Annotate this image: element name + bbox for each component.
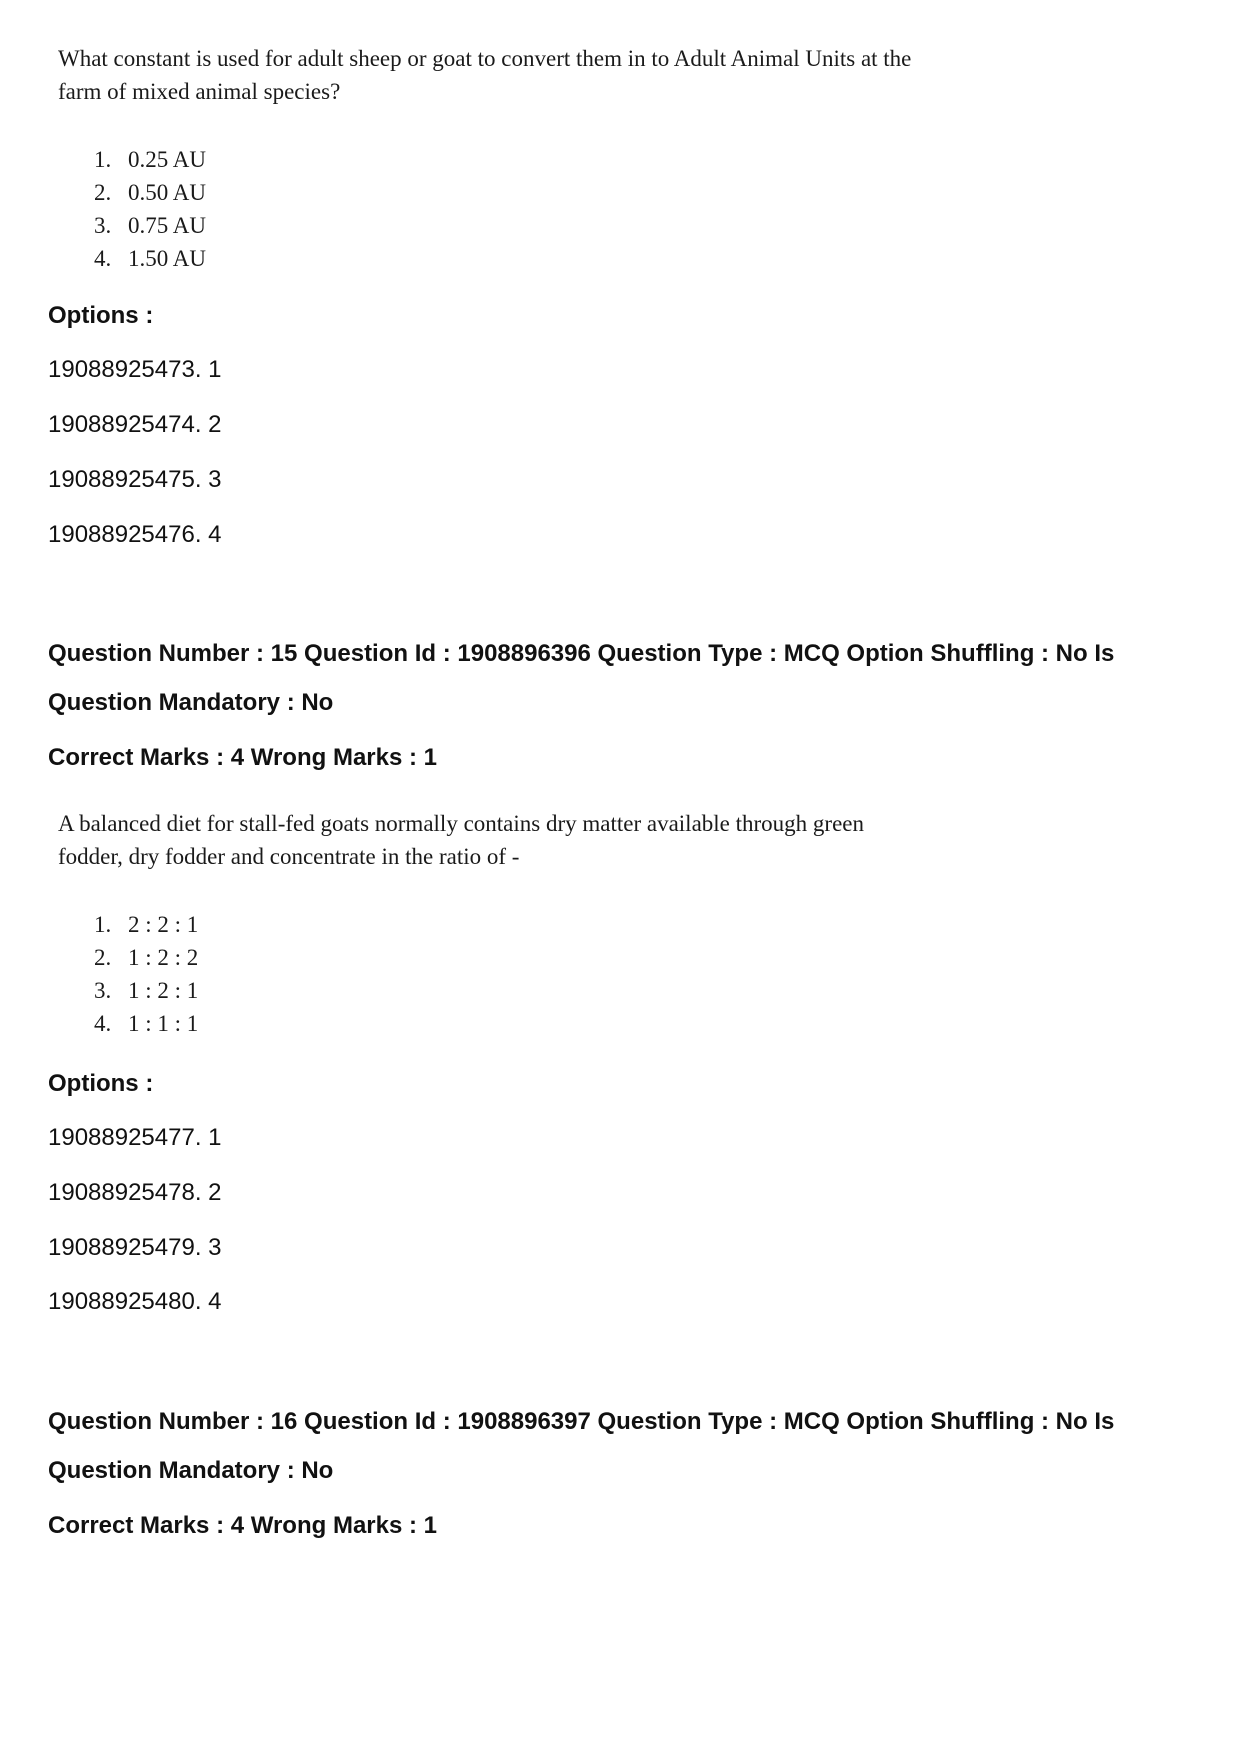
question-15-choices [94, 908, 198, 1040]
question-15-stem-line1: A balanced diet for stall-fed goats normally contains dry matter available through green [58, 811, 864, 836]
option-row: 19088925480. 4 [48, 1288, 222, 1315]
option-row: 19088925473. 1 [48, 356, 222, 383]
question-16-header-line1: Question Number : 16 Question Id : 1908896397 Question Type : MCQ Option Shuffling : No Is [48, 1408, 1115, 1435]
choice-item: 4. 1 : 1 : 1 [94, 1011, 199, 1036]
options-label: Options : [48, 302, 154, 329]
choice-item: 3. 1 : 2 : 1 [94, 978, 199, 1003]
choice-item: 1. 2 : 2 : 1 [94, 912, 199, 937]
option-row: 19088925474. 2 [48, 411, 222, 438]
question-15-image [58, 807, 958, 1036]
question-16-header-line2: Question Mandatory : No [48, 1457, 334, 1484]
question-15-header-line1: Question Number : 15 Question Id : 1908896396 Question Type : MCQ Option Shuffling : No Is [48, 640, 1115, 667]
choice-item: 2. 0.50 AU [94, 180, 206, 205]
question-16-marks: Correct Marks : 4 Wrong Marks : 1 [48, 1512, 438, 1539]
choice-item: 2. 1 : 2 : 2 [94, 945, 199, 970]
option-row: 19088925479. 3 [48, 1234, 222, 1261]
option-row: 19088925475. 3 [48, 466, 222, 493]
question-15-marks: Correct Marks : 4 Wrong Marks : 1 [48, 744, 438, 771]
choice-item: 4. 1.50 AU [94, 246, 206, 271]
choice-item: 3. 0.75 AU [94, 213, 206, 238]
question-14-choices [94, 143, 206, 275]
option-row: 19088925476. 4 [48, 521, 222, 548]
question-14-stem-line2: farm of mixed animal species? [58, 79, 341, 104]
question-15-header-line2: Question Mandatory : No [48, 689, 334, 716]
question-14-image [58, 42, 958, 271]
question-15-stem [58, 807, 958, 873]
options-label: Options : [48, 1070, 154, 1097]
question-14-stem-line1: What constant is used for adult sheep or goat to convert them in to Adult Animal Units at the [58, 46, 912, 71]
question-14-stem [58, 42, 958, 108]
choice-item: 1. 0.25 AU [94, 147, 206, 172]
option-row: 19088925477. 1 [48, 1124, 222, 1151]
option-row: 19088925478. 2 [48, 1179, 222, 1206]
question-15-stem-line2: fodder, dry fodder and concentrate in the ratio of - [58, 844, 520, 869]
